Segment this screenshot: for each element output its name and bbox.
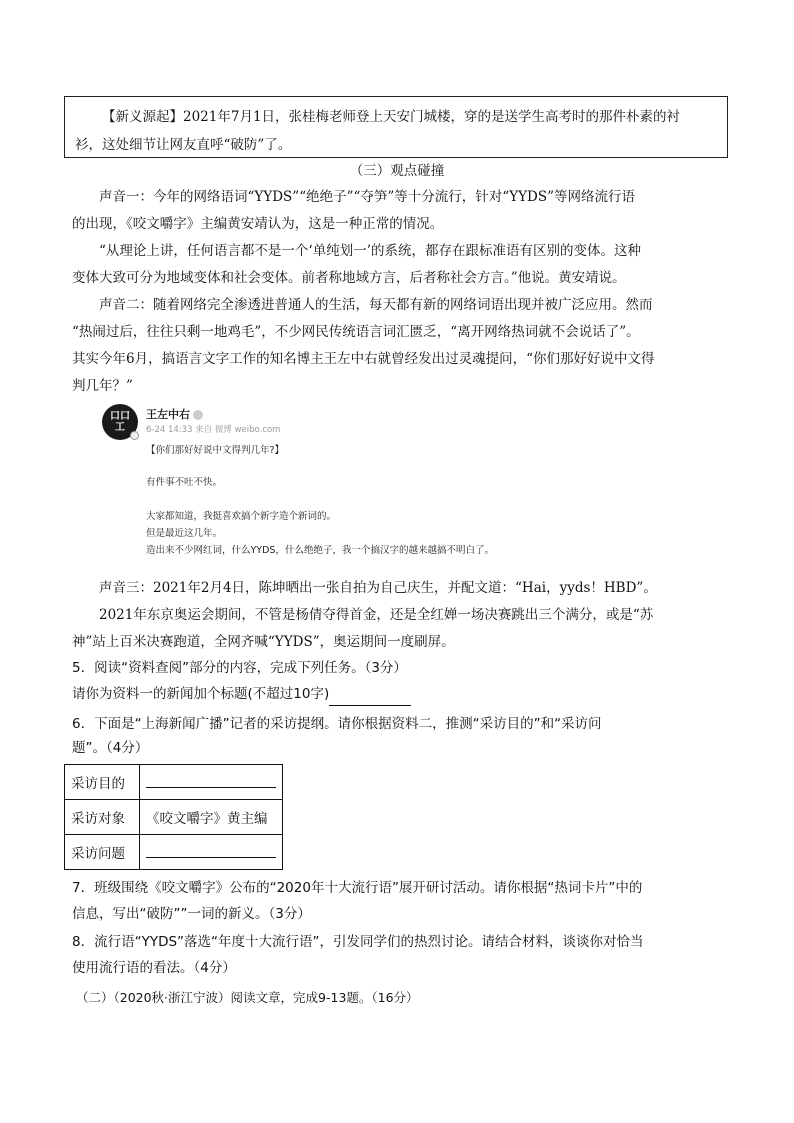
part2-heading: （二）（2020秋·浙江宁波）阅读文章，完成9-13题。（16分）	[76, 990, 419, 1005]
q8-line-2: 使用流行语的看法。（4分）	[72, 960, 236, 976]
q8-line-1: 8．流行语“YYDS”落选“年度十大流行语”，引发同学们的热烈讨论。请结合材料，谈谈你对恰当	[72, 934, 644, 950]
voice3-line-1: 声音三：2021年2月4日，陈坤晒出一张自拍为自己庆生，并配文道：“Hai，yyds！HBD”。	[99, 580, 657, 596]
row-label: 采访问题	[65, 835, 140, 870]
q5-line-2	[72, 682, 411, 706]
voice2-line-1: 声音二：随着网络完全渗透进普通人的生活，每天都有新的网络词语出现并被广泛应用。然而	[99, 297, 653, 313]
verified-badge-icon	[130, 431, 139, 440]
q5-prompt: 请你为资料一的新闻加个标题(不超过10字)	[72, 686, 330, 702]
answer-blank[interactable]	[146, 773, 276, 788]
user-level-icon	[193, 410, 203, 420]
voice1-line-1: 声音一：今年的网络语词“YYDS”“绝绝子”“夺笋”等十分流行，针对“YYDS”等网络流行语	[99, 189, 636, 205]
q7-line-2: 信息，写出“破防””一词的新义。（3分）	[72, 906, 311, 922]
q6-line-2: 题”。（4分）	[72, 740, 149, 756]
row-label: 采访对象	[65, 800, 140, 835]
weibo-line-4: 但是最近这几年。	[146, 528, 223, 539]
weibo-post	[102, 404, 522, 564]
voice2-line-4: 判几年？”	[72, 378, 133, 394]
voice1-line-3: “从理论上讲，任何语言都不是一个‘单纯划一’的系统，都存在跟标准语有区别的变体。这种	[99, 243, 641, 259]
q6-line-1: 6．下面是“上海新闻广播”记者的采访提纲。请你根据资料二，推测“采访目的”和“采访问	[72, 716, 602, 732]
weibo-line-5: 造出来不少网红词，什么YYDS，什么绝绝子，我一个搞汉字的越来越搞不明白了。	[146, 545, 494, 556]
weibo-line-2: 有件事不吐不快。	[146, 477, 223, 488]
weibo-meta: 6-24 14:33 来自 微博 weibo.com	[146, 425, 281, 435]
box-line-2: 衫，这处细节让网友直呼“破防”了。	[75, 137, 292, 153]
interview-purpose-cell[interactable]	[140, 765, 283, 800]
avatar-text: 口口 工	[110, 411, 130, 433]
interview-question-cell[interactable]	[140, 835, 283, 870]
weibo-line-1: 【你们那好好说中文得判几年?】	[146, 445, 285, 456]
new-meaning-box	[64, 96, 728, 158]
answer-blank[interactable]	[146, 843, 276, 858]
voice3-line-2: 2021年东京奥运会期间，不管是杨倩夺得首金，还是全红婵一场决赛跳出三个满分，或是“苏	[99, 607, 654, 623]
voice2-line-2: “热闹过后，往往只剩一地鸡毛”，不少网民传统语言词汇匮乏，“离开网络热词就不会说话了”。	[72, 324, 640, 340]
voice1-line-4: 变体大致可分为地域变体和社会变体。前者称地域方言，后者称社会方言。”他说。黄安靖说。	[72, 270, 626, 286]
q5-line-1: 5．阅读“资料查阅”部分的内容，完成下列任务。（3分）	[72, 660, 407, 676]
voice3-line-3: 神”站上百米决赛跑道，全网齐喊“YYDS”，奥运期间一度刷屏。	[72, 634, 455, 650]
box-line-1: 【新义源起】2021年7月1日，张桂梅老师登上天安门城楼，穿的是送学生高考时的那件朴素的衬	[102, 109, 681, 125]
interview-subject-cell: 《咬文嚼字》黄主编	[140, 800, 283, 835]
table-row	[65, 800, 283, 835]
section-title: （三）观点碰撞	[349, 163, 445, 179]
weibo-line-3: 大家都知道，我挺喜欢搞个新字造个新词的。	[146, 511, 337, 522]
table-row	[65, 835, 283, 870]
interview-outline-table	[64, 764, 283, 870]
username-text: 王左中右	[146, 408, 190, 421]
q7-line-1: 7．班级围绕《咬文嚼字》公布的“2020年十大流行语”展开研讨活动。请你根据“热词卡片”中的	[72, 880, 643, 896]
q5-answer-blank[interactable]	[329, 687, 411, 706]
voice2-line-3: 其实今年6月，搞语言文字工作的知名博主王左中右就曾经发出过灵魂提问，“你们那好好说中文得	[72, 351, 655, 367]
weibo-username	[146, 406, 203, 422]
voice1-line-2: 的出现，《咬文嚼字》主编黄安靖认为，这是一种正常的情况。	[72, 216, 444, 232]
row-label: 采访目的	[65, 765, 140, 800]
table-row	[65, 765, 283, 800]
